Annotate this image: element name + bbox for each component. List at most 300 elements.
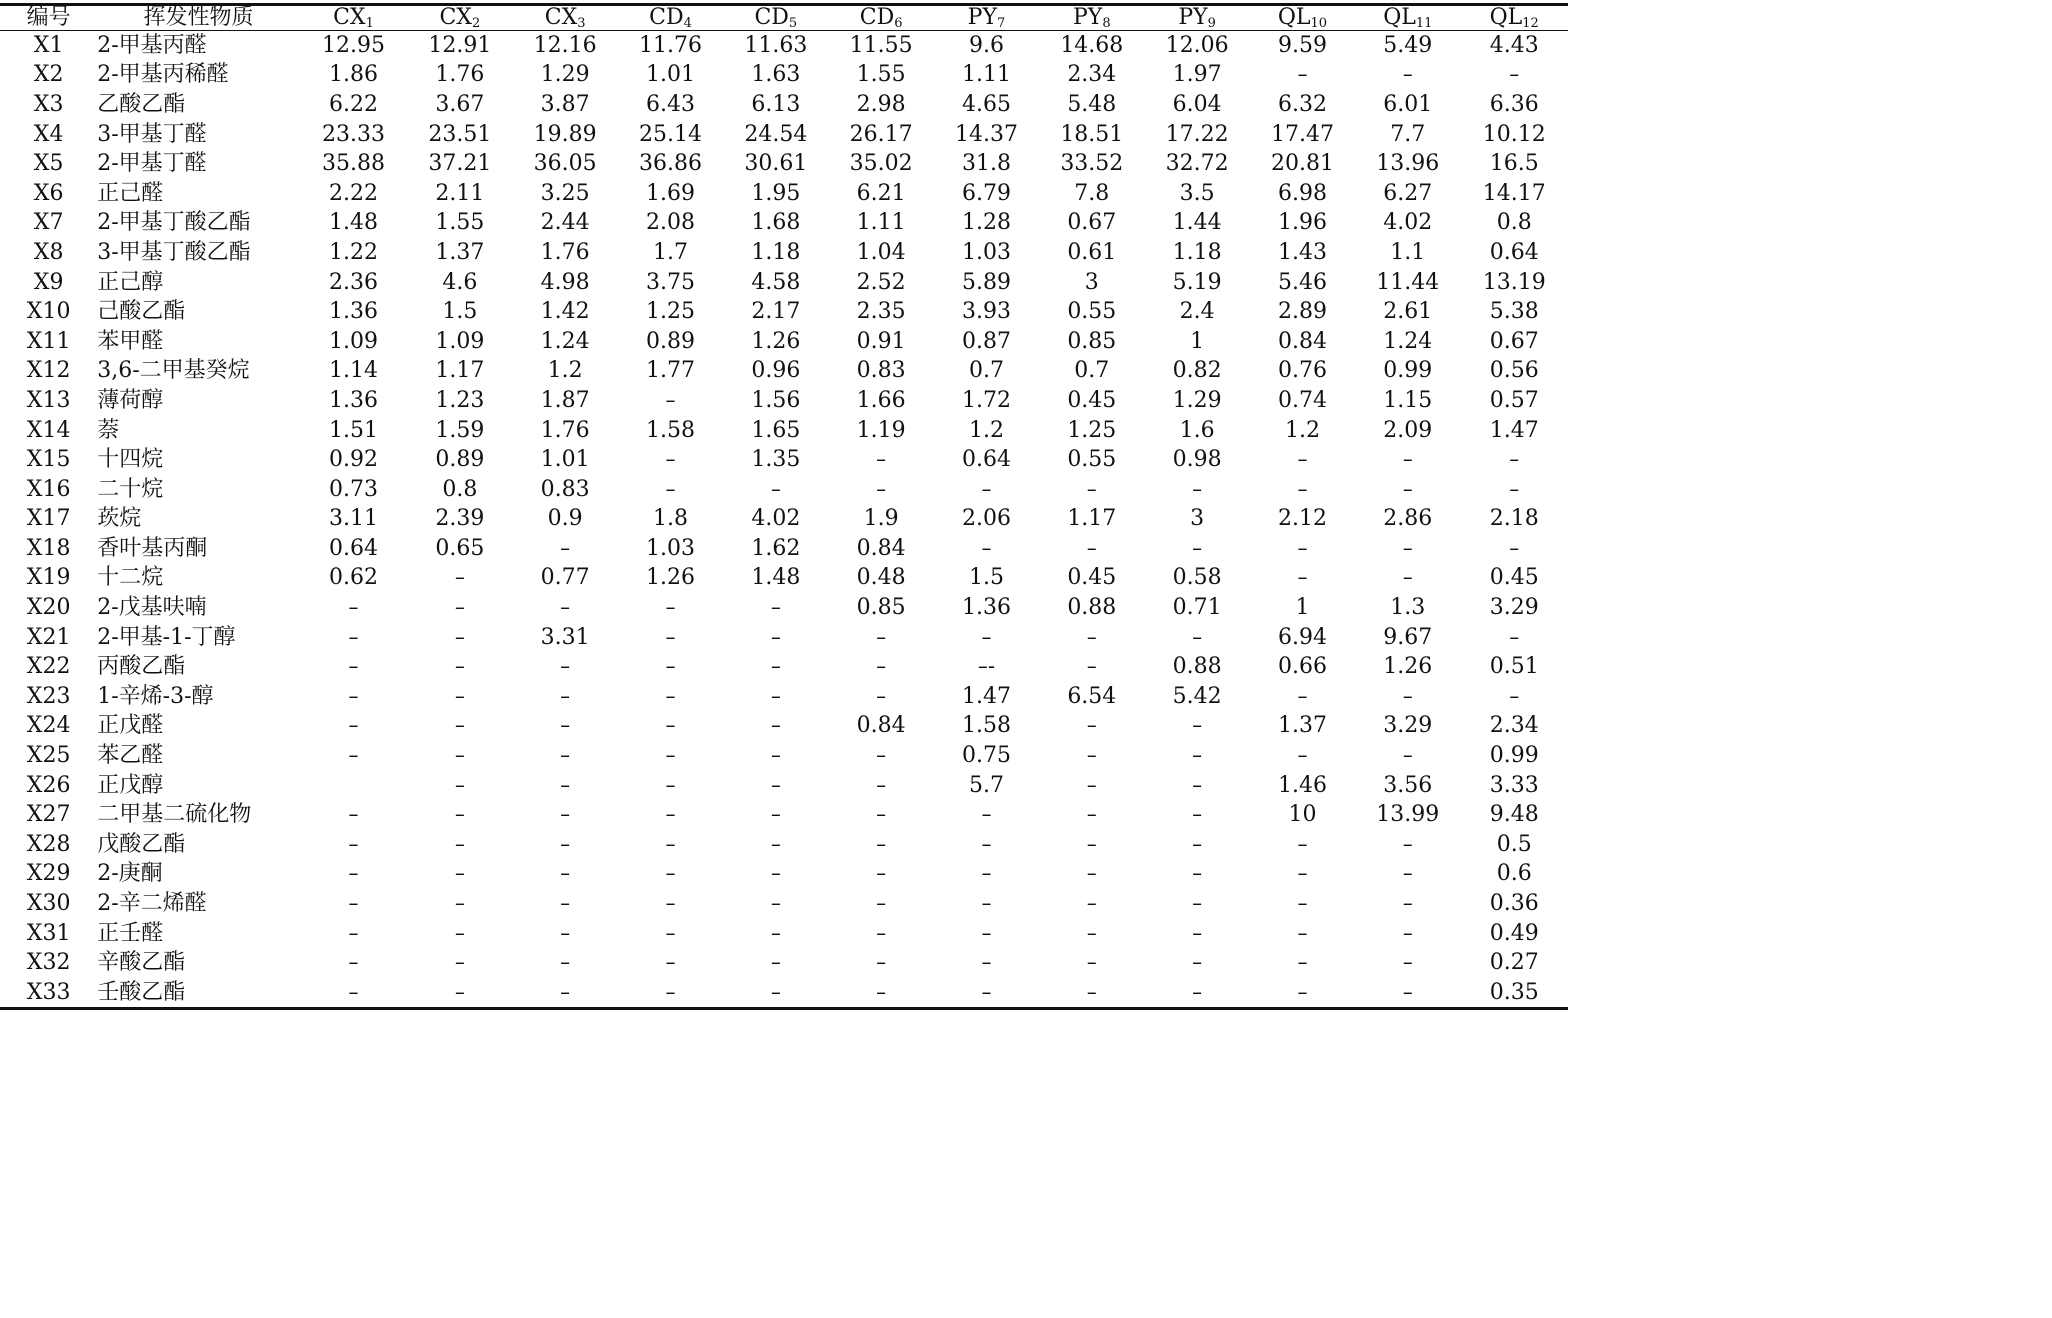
value-cell: 2.86 (1383, 506, 1433, 532)
column-header-label: CD (859, 5, 895, 30)
value-cell: – (1509, 535, 1520, 560)
value-cell: 1.26 (646, 565, 695, 591)
value-cell: 4.58 (751, 269, 801, 295)
value-cell: – (1192, 831, 1203, 856)
value-cell: – (1402, 565, 1413, 590)
value-cell: 5.46 (1277, 269, 1327, 295)
value-cell: 0.55 (1067, 299, 1117, 325)
value-cell: 9.59 (1277, 33, 1327, 59)
value-cell: 1.46 (1277, 772, 1327, 798)
value-cell: 0.73 (329, 476, 378, 502)
value-cell: – (1086, 713, 1097, 738)
table-row (0, 474, 1568, 504)
value-cell: – (1509, 476, 1520, 501)
value-cell: – (876, 743, 887, 768)
value-cell: 1.11 (961, 62, 1011, 88)
column-header-label: PY (1073, 5, 1103, 30)
column-header-subscript: 10 (1310, 16, 1328, 31)
value-cell: 12.16 (533, 33, 597, 59)
value-cell: 1.03 (961, 239, 1011, 265)
value-cell: 0.62 (329, 565, 378, 591)
value-cell: 1.48 (751, 565, 801, 591)
table-row (0, 90, 1568, 120)
value-cell: – (1086, 624, 1097, 649)
value-cell: 0.77 (540, 565, 590, 591)
column-header-label: QL (1489, 5, 1523, 30)
value-cell: – (348, 861, 359, 886)
value-cell: – (454, 891, 465, 916)
compound-id-cell: X23 (26, 683, 71, 709)
compound-name-cell: 2-甲基丁酸乙酯 (97, 210, 251, 236)
value-cell: – (1086, 950, 1097, 975)
value-cell: – (1250, 978, 1355, 1009)
value-cell: 1.14 (329, 358, 378, 384)
column-header-label: CX (439, 5, 472, 30)
value-cell: 16.5 (1489, 151, 1539, 177)
value-cell: 18.51 (1060, 121, 1124, 147)
value-cell: 6.43 (646, 91, 695, 117)
value-cell: 2.06 (961, 506, 1011, 532)
value-cell: – (1297, 891, 1308, 916)
value-cell: 1.19 (856, 417, 906, 443)
compound-id-cell: X22 (26, 654, 71, 680)
table-row (0, 119, 1568, 149)
value-cell: 2.09 (1383, 417, 1433, 443)
value-cell: 1.23 (435, 387, 485, 413)
value-cell: 0.65 (435, 535, 485, 561)
value-cell: 0.83 (856, 358, 906, 384)
value-cell: 7.8 (1074, 180, 1110, 206)
value-cell: 25.14 (639, 121, 702, 147)
value-cell: – (560, 920, 571, 945)
value-cell: 0.45 (1067, 565, 1117, 591)
table-row (0, 593, 1568, 623)
value-cell: – (1297, 861, 1308, 886)
compound-name-cell: 1-辛烯-3-醇 (97, 683, 214, 709)
value-cell: – (770, 891, 781, 916)
value-cell: 1.69 (646, 180, 695, 206)
value-cell: 2.36 (329, 269, 378, 295)
value-cell: 6.13 (751, 91, 801, 117)
value-cell: 0.71 (1172, 595, 1222, 621)
value-cell: – (560, 861, 571, 886)
value-cell: 0.91 (856, 328, 906, 354)
compound-name-cell: 辛酸乙酯 (97, 950, 186, 976)
value-cell: – (454, 802, 465, 827)
value-cell: – (1192, 772, 1203, 797)
value-cell: 0.88 (1067, 595, 1117, 621)
value-cell: 3.87 (540, 91, 590, 117)
value-cell: 1.04 (856, 239, 906, 265)
value-cell: – (876, 683, 887, 708)
value-cell: – (934, 978, 1039, 1009)
value-cell: 1.36 (329, 387, 378, 413)
value-cell: – (560, 831, 571, 856)
value-cell: 14.17 (1482, 180, 1546, 206)
compound-name-cell: 莰烷 (97, 506, 142, 532)
value-cell: 0.36 (1489, 891, 1539, 917)
value-cell: – (876, 772, 887, 797)
compound-id-cell: X29 (26, 861, 71, 887)
compound-name-cell: 3,6-二甲基癸烷 (97, 358, 250, 384)
table-row (0, 978, 1568, 1009)
value-cell: – (770, 831, 781, 856)
value-cell: 1.44 (1172, 210, 1222, 236)
value-cell: 1.77 (646, 358, 695, 384)
value-cell: 6.36 (1489, 91, 1539, 117)
value-cell: – (1509, 624, 1520, 649)
value-cell: – (665, 920, 676, 945)
value-cell: – (1086, 654, 1097, 679)
value-cell: – (1355, 978, 1460, 1009)
value-cell: 1.56 (751, 387, 801, 413)
table-row (0, 386, 1568, 416)
value-cell: – (770, 802, 781, 827)
value-cell: 2.22 (329, 180, 378, 206)
value-cell: – (1192, 743, 1203, 768)
table-row (0, 208, 1568, 238)
value-cell: 1.35 (751, 447, 801, 473)
value-cell: – (1402, 861, 1413, 886)
value-cell: – (1297, 743, 1308, 768)
value-cell: – (1297, 565, 1308, 590)
value-cell: – (1402, 831, 1413, 856)
value-cell: – (665, 891, 676, 916)
value-cell: 1.97 (1172, 62, 1222, 88)
value-cell: 0.88 (1172, 654, 1222, 680)
value-cell: 19.89 (533, 121, 597, 147)
value-cell: 0.6 (1496, 861, 1532, 887)
value-cell: – (1192, 476, 1203, 501)
compound-name-cell: 十二烷 (97, 565, 164, 591)
value-cell: 1.17 (1067, 506, 1117, 532)
value-cell: 3.11 (329, 506, 378, 532)
column-header (828, 5, 933, 31)
value-cell: 13.19 (1482, 269, 1546, 295)
value-cell: 4.65 (961, 91, 1011, 117)
table-row (0, 859, 1568, 889)
value-cell: 2.35 (856, 299, 906, 325)
value-cell: – (1297, 831, 1308, 856)
compound-name-cell: 2-甲基丙醛 (97, 33, 207, 59)
value-cell: 0.35 (1460, 978, 1568, 1009)
value-cell: 2.61 (1383, 299, 1433, 325)
value-cell: – (1192, 950, 1203, 975)
compound-id-cell: X20 (26, 595, 71, 621)
compound-id-cell: X17 (26, 506, 71, 532)
value-cell: 0.67 (1489, 328, 1539, 354)
value-cell: 1.76 (540, 417, 590, 443)
value-cell: 1.15 (1383, 387, 1433, 413)
compound-name-cell: 正己醇 (97, 269, 164, 295)
value-cell: 0.58 (1172, 565, 1222, 591)
value-cell: – (1086, 476, 1097, 501)
value-cell: – (665, 624, 676, 649)
value-cell: – (454, 743, 465, 768)
compound-name-cell: 十四烷 (97, 447, 164, 473)
column-header-label: 挥发性物质 (143, 5, 254, 30)
column-header-subscript: 7 (997, 16, 1006, 31)
column-header-label: PY (967, 5, 997, 30)
value-cell: 11.76 (639, 33, 702, 59)
value-cell: 35.02 (849, 151, 913, 177)
value-cell: 1.65 (751, 417, 801, 443)
value-cell: 4.6 (442, 269, 478, 295)
value-cell: 24.54 (744, 121, 808, 147)
value-cell: – (1297, 535, 1308, 560)
table-row (0, 948, 1568, 978)
value-cell: 0.84 (856, 713, 906, 739)
value-cell: 5.38 (1489, 299, 1539, 325)
value-cell: – (665, 654, 676, 679)
value-cell: 1.59 (435, 417, 485, 443)
value-cell: – (770, 743, 781, 768)
table-header (0, 5, 1568, 31)
table-row (0, 918, 1568, 948)
value-cell: 0.7 (968, 358, 1004, 384)
value-cell: – (348, 713, 359, 738)
compound-id-cell: X16 (26, 476, 71, 502)
value-cell: 1.86 (329, 62, 378, 88)
value-cell: 2.08 (646, 210, 695, 236)
value-cell: 0.7 (1074, 358, 1110, 384)
value-cell: 3.25 (540, 180, 590, 206)
value-cell: 0.89 (435, 447, 485, 473)
value-cell: 33.52 (1060, 151, 1124, 177)
value-cell: 0.84 (1277, 328, 1327, 354)
value-cell: – (876, 831, 887, 856)
value-cell: 1.37 (1277, 713, 1327, 739)
column-header-subscript: 9 (1207, 16, 1216, 31)
value-cell: – (454, 861, 465, 886)
compound-id-cell: X31 (26, 920, 71, 946)
value-cell: 12.91 (428, 33, 492, 59)
value-cell: 1.2 (1284, 417, 1320, 443)
value-cell: 1.6 (1179, 417, 1215, 443)
value-cell: 3 (1190, 506, 1205, 532)
compound-id-cell: X19 (26, 565, 71, 591)
table-row (0, 326, 1568, 356)
value-cell: 37.21 (428, 151, 492, 177)
column-header-label: CD (754, 5, 789, 30)
value-cell: 12.95 (322, 33, 385, 59)
compound-id-cell: X21 (26, 624, 71, 650)
value-cell: – (981, 950, 992, 975)
value-cell: – (513, 978, 618, 1009)
value-cell: 0.76 (1277, 358, 1327, 384)
value-cell: – (828, 978, 933, 1009)
value-cell: 30.61 (744, 151, 808, 177)
table-body (0, 31, 1568, 1009)
value-cell: 23.51 (428, 121, 492, 147)
value-cell: 14.68 (1060, 33, 1124, 59)
table-row (0, 652, 1568, 682)
column-header-label: CX (333, 5, 366, 30)
value-cell: – (560, 713, 571, 738)
compound-id-cell: X30 (26, 891, 71, 917)
table-row (0, 445, 1568, 475)
compound-name-cell: 萘 (97, 417, 120, 443)
column-header (0, 5, 97, 31)
value-cell: 1.47 (961, 683, 1011, 709)
value-cell: – (1297, 447, 1308, 472)
value-cell: 1.1 (1390, 239, 1426, 265)
table-row (0, 889, 1568, 919)
value-cell: 1.43 (1277, 239, 1327, 265)
value-cell: 12.06 (1165, 33, 1229, 59)
column-header-subscript: 1 (365, 16, 374, 31)
value-cell: 6.27 (1383, 180, 1433, 206)
value-cell: 9.6 (968, 33, 1004, 59)
table-row (0, 622, 1568, 652)
compound-name-cell: 丙酸乙酯 (97, 654, 186, 680)
value-cell: 20.81 (1270, 151, 1334, 177)
value-cell: – (1402, 62, 1413, 87)
value-cell: 1.2 (968, 417, 1004, 443)
compound-id-cell: X10 (26, 299, 71, 325)
value-cell: – (1192, 891, 1203, 916)
value-cell: 1.22 (329, 239, 378, 265)
value-cell: 3 (1084, 269, 1099, 295)
compound-name-cell: 2-辛二烯醛 (97, 891, 207, 917)
value-cell: – (665, 861, 676, 886)
column-header (1355, 5, 1460, 31)
value-cell: – (1297, 920, 1308, 945)
volatile-compounds-table (0, 3, 1568, 1010)
compound-id-cell: X5 (33, 151, 64, 177)
value-cell: 1.55 (856, 62, 906, 88)
column-header (618, 5, 723, 31)
value-cell: –- (977, 654, 996, 679)
compound-name-cell: 二甲基二硫化物 (97, 802, 252, 828)
value-cell: 2.52 (856, 269, 906, 295)
column-header (97, 5, 300, 31)
column-header (513, 5, 618, 31)
value-cell: 0.56 (1489, 358, 1539, 384)
value-cell: – (770, 624, 781, 649)
column-header (723, 5, 828, 31)
value-cell: – (1086, 920, 1097, 945)
value-cell: 1.8 (652, 506, 688, 532)
value-cell: 4.02 (751, 506, 801, 532)
value-cell: 2.34 (1489, 713, 1539, 739)
value-cell: 1.24 (540, 328, 590, 354)
value-cell: – (560, 683, 571, 708)
compound-id-cell: X32 (26, 950, 71, 976)
value-cell: – (723, 978, 828, 1009)
value-cell: 36.05 (533, 151, 597, 177)
value-cell: 0.82 (1172, 358, 1222, 384)
compound-name-cell: 2-戊基呋喃 (97, 595, 207, 621)
value-cell: – (665, 743, 676, 768)
value-cell: – (560, 535, 571, 560)
value-cell: 1.09 (329, 328, 378, 354)
value-cell: 1.96 (1277, 210, 1327, 236)
value-cell: 2.11 (435, 180, 485, 206)
value-cell: – (665, 595, 676, 620)
value-cell: 6.01 (1383, 91, 1433, 117)
value-cell: – (1086, 891, 1097, 916)
value-cell: – (454, 950, 465, 975)
value-cell: 3.33 (1489, 772, 1539, 798)
value-cell: – (770, 654, 781, 679)
column-header-subscript: 5 (788, 16, 798, 31)
compound-id-cell: X3 (33, 91, 64, 117)
value-cell: – (770, 595, 781, 620)
value-cell: – (300, 978, 407, 1009)
value-cell: 11.44 (1376, 269, 1440, 295)
column-header (1039, 5, 1144, 31)
value-cell: 0.92 (329, 447, 378, 473)
value-cell: – (1402, 891, 1413, 916)
compound-id-cell: X6 (33, 180, 64, 206)
value-cell: – (770, 476, 781, 501)
table-row (0, 178, 1568, 208)
column-header (300, 5, 407, 31)
value-cell: – (665, 772, 676, 797)
value-cell: 0.99 (1383, 358, 1433, 384)
column-header-label: PY (1178, 5, 1208, 30)
compound-id-cell: X33 (0, 978, 97, 1009)
column-header-subscript: 2 (471, 16, 481, 31)
value-cell: 13.96 (1376, 151, 1440, 177)
value-cell: – (1192, 802, 1203, 827)
value-cell: 1.37 (435, 239, 485, 265)
compound-id-cell: X8 (33, 239, 64, 265)
column-header-label: QL (1277, 5, 1311, 30)
value-cell: – (1086, 861, 1097, 886)
value-cell: 2.44 (540, 210, 590, 236)
value-cell: 0.85 (1067, 328, 1117, 354)
value-cell: 0.8 (442, 476, 478, 502)
value-cell: 1 (1295, 595, 1310, 621)
value-cell: – (981, 891, 992, 916)
value-cell: – (560, 950, 571, 975)
value-cell: – (1297, 476, 1308, 501)
table-row (0, 711, 1568, 741)
table-row (0, 356, 1568, 386)
value-cell: 2.34 (1067, 62, 1117, 88)
value-cell: – (981, 535, 992, 560)
value-cell: 5.42 (1172, 683, 1222, 709)
compound-name-cell: 正戊醛 (97, 713, 164, 739)
value-cell: 0.55 (1067, 447, 1117, 473)
table-row (0, 267, 1568, 297)
compound-id-cell: X2 (33, 62, 64, 88)
value-cell: – (770, 950, 781, 975)
value-cell: 1.28 (961, 210, 1011, 236)
value-cell: 5.19 (1172, 269, 1222, 295)
value-cell: 1.11 (856, 210, 906, 236)
value-cell: – (770, 772, 781, 797)
value-cell: 1.2 (547, 358, 583, 384)
value-cell: 0.84 (856, 535, 906, 561)
compound-id-cell: X14 (26, 417, 71, 443)
value-cell: 1.17 (435, 358, 485, 384)
value-cell: 1.18 (751, 239, 801, 265)
table-row (0, 297, 1568, 327)
value-cell: 2.18 (1489, 506, 1539, 532)
value-cell: – (876, 861, 887, 886)
value-cell: 0.96 (751, 358, 801, 384)
value-cell: 26.17 (849, 121, 913, 147)
value-cell: 6.54 (1067, 683, 1117, 709)
value-cell: 1.68 (751, 210, 801, 236)
value-cell: 9.67 (1383, 624, 1433, 650)
compound-name-cell: 壬酸乙酯 (97, 978, 300, 1009)
column-header-subscript: 8 (1102, 16, 1111, 31)
value-cell: – (1039, 978, 1144, 1009)
